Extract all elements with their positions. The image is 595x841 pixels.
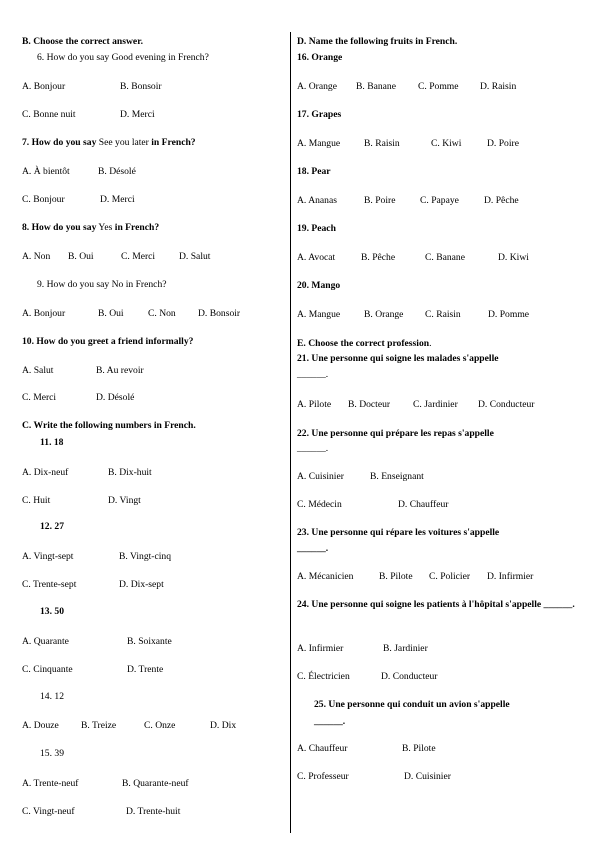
- column-divider: [290, 32, 291, 833]
- option-q11-c[interactable]: C. Huit: [22, 495, 51, 506]
- options-q14: [22, 720, 236, 732]
- option-q9-d[interactable]: D. Bonsoir: [198, 308, 241, 319]
- option-q17-b[interactable]: B. Raisin: [364, 138, 400, 149]
- options-q12-row2: [22, 579, 164, 591]
- options-q15-row2: [22, 806, 180, 818]
- options-q19: [297, 252, 529, 264]
- option-q24-b[interactable]: B. Jardinier: [383, 643, 428, 654]
- option-q23-d[interactable]: D. Infirmier: [487, 571, 534, 582]
- option-q7-d[interactable]: D. Merci: [100, 194, 135, 205]
- option-q6-b[interactable]: B. Bonsoir: [120, 81, 162, 92]
- option-q16-c[interactable]: C. Pomme: [418, 81, 459, 92]
- question-19: 19. Peach: [297, 223, 336, 234]
- option-q13-a[interactable]: A. Quarante: [22, 636, 69, 647]
- question-11: 11. 18: [40, 437, 64, 448]
- option-q21-d[interactable]: D. Conducteur: [478, 399, 535, 410]
- option-q21-b[interactable]: B. Docteur: [348, 399, 391, 410]
- options-q18: [297, 195, 519, 207]
- option-q18-a[interactable]: A. Ananas: [297, 195, 337, 206]
- options-q15-row1: [22, 778, 189, 790]
- options-q9: [22, 308, 240, 320]
- option-q10-c[interactable]: C. Merci: [22, 392, 57, 403]
- option-q9-b[interactable]: B. Oui: [98, 308, 124, 319]
- options-q7-row1: [22, 166, 136, 178]
- option-q7-c[interactable]: C. Bonjour: [22, 194, 65, 205]
- option-q15-d[interactable]: D. Trente-huit: [126, 806, 181, 817]
- question-18: 18. Pear: [297, 166, 331, 177]
- option-q25-b[interactable]: B. Pilote: [402, 743, 436, 754]
- question-8-end: in French?: [114, 222, 160, 233]
- question-25-blank[interactable]: ______.: [314, 716, 346, 727]
- options-q13-row2: [22, 664, 163, 676]
- options-q21: [297, 399, 535, 411]
- option-q19-a[interactable]: A. Avocat: [297, 252, 336, 263]
- option-q25-a[interactable]: A. Chauffeur: [297, 743, 348, 754]
- option-q24-a[interactable]: A. Infirmier: [297, 643, 344, 654]
- question-10: 10. How do you greet a friend informally?: [22, 336, 194, 347]
- option-q18-b[interactable]: B. Poire: [364, 195, 396, 206]
- question-7-phrase: See you later: [96, 137, 152, 148]
- question-23-blank[interactable]: ______.: [297, 543, 329, 554]
- question-22-blank[interactable]: ______.: [297, 443, 329, 454]
- question-7-start: 7. How do you say: [22, 137, 97, 148]
- option-q20-c[interactable]: C. Raisin: [425, 309, 461, 320]
- section-d-title: D. Name the following fruits in French.: [297, 36, 458, 47]
- options-q25-row2: [297, 771, 451, 783]
- options-q10-row1: [22, 365, 144, 377]
- option-q6-d[interactable]: D. Merci: [120, 109, 155, 120]
- option-q16-d[interactable]: D. Raisin: [480, 81, 517, 92]
- question-8-start: 8. How do you say: [22, 222, 97, 233]
- option-q14-c[interactable]: C. Onze: [144, 720, 176, 731]
- option-q12-b[interactable]: B. Vingt-cinq: [119, 551, 172, 562]
- option-q25-d[interactable]: D. Cuisinier: [404, 771, 451, 782]
- question-7-end: in French?: [151, 137, 196, 148]
- option-q13-b[interactable]: B. Soixante: [127, 636, 172, 647]
- option-q8-a[interactable]: A. Non: [22, 251, 51, 262]
- question-25: 25. Une personne qui conduit un avion s'appelle: [314, 699, 510, 710]
- option-q13-c[interactable]: C. Cinquante: [22, 664, 73, 675]
- option-q19-b[interactable]: B. Pêche: [361, 252, 396, 263]
- option-q14-d[interactable]: D. Dix: [210, 720, 237, 731]
- question-17: 17. Grapes: [297, 109, 342, 120]
- question-8: [22, 222, 159, 234]
- option-q23-a[interactable]: A. Mécanicien: [297, 571, 354, 582]
- options-q23: [297, 571, 533, 583]
- option-q6-a[interactable]: A. Bonjour: [22, 81, 66, 92]
- question-15: 15. 39: [40, 748, 64, 759]
- option-q9-a[interactable]: A. Bonjour: [22, 308, 66, 319]
- section-b-title: B. Choose the correct answer.: [22, 36, 143, 47]
- option-q24-c[interactable]: C. Électricien: [297, 671, 350, 682]
- options-q12-row1: [22, 551, 171, 563]
- option-q6-c[interactable]: C. Bonne nuit: [22, 109, 76, 120]
- options-q22-row2: [297, 499, 448, 511]
- question-12: 12. 27: [40, 521, 64, 532]
- question-24: 24. Une personne qui soigne les patients à l'hôpital s'appelle ______.: [297, 599, 575, 610]
- option-q10-d[interactable]: D. Désolé: [96, 392, 135, 403]
- option-q23-c[interactable]: C. Policier: [429, 571, 471, 582]
- question-7: [22, 137, 196, 149]
- options-q7-row2: [22, 194, 135, 206]
- option-q16-a[interactable]: A. Orange: [297, 81, 337, 92]
- option-q17-d[interactable]: D. Poire: [487, 138, 519, 149]
- options-q11-row2: [22, 495, 141, 507]
- options-q6-row1: [22, 81, 162, 93]
- option-q12-d[interactable]: D. Dix-sept: [119, 579, 164, 590]
- question-16: 16. Orange: [297, 52, 343, 63]
- question-22: 22. Une personne qui prépare les repas s'appelle: [297, 428, 494, 439]
- section-e-title-period: .: [429, 338, 432, 349]
- option-q24-d[interactable]: D. Conducteur: [381, 671, 438, 682]
- option-q20-b[interactable]: B. Orange: [364, 309, 404, 320]
- option-q17-c[interactable]: C. Kiwi: [431, 138, 462, 149]
- option-q19-c[interactable]: C. Banane: [425, 252, 465, 263]
- option-q20-d[interactable]: D. Pomme: [488, 309, 530, 320]
- question-23: 23. Une personne qui répare les voitures s'appelle: [297, 527, 500, 538]
- option-q19-d[interactable]: D. Kiwi: [498, 252, 529, 263]
- option-q14-b[interactable]: B. Treize: [81, 720, 117, 731]
- option-q20-a[interactable]: A. Mangue: [297, 309, 341, 320]
- section-e-title: [297, 338, 431, 350]
- question-21-blank[interactable]: ______.: [297, 369, 329, 380]
- options-q24-row1: [297, 643, 428, 655]
- option-q13-d[interactable]: D. Trente: [127, 664, 164, 675]
- question-9: 9. How do you say No in French?: [37, 279, 167, 290]
- options-q10-row2: [22, 392, 134, 404]
- option-q15-b[interactable]: B. Quarante-neuf: [122, 778, 189, 789]
- option-q11-d[interactable]: D. Vingt: [108, 495, 141, 506]
- options-q11-row1: [22, 467, 152, 479]
- option-q17-a[interactable]: A. Mangue: [297, 138, 341, 149]
- option-q15-a[interactable]: A. Trente-neuf: [22, 778, 79, 789]
- section-e-title-text: E. Choose the correct profession: [297, 338, 430, 349]
- option-q22-d[interactable]: D. Chauffeur: [398, 499, 449, 510]
- option-q22-a[interactable]: A. Cuisinier: [297, 471, 344, 482]
- question-20: 20. Mango: [297, 280, 341, 291]
- option-q12-a[interactable]: A. Vingt-sept: [22, 551, 74, 562]
- option-q8-d[interactable]: D. Salut: [179, 251, 211, 262]
- question-14: 14. 12: [40, 691, 64, 702]
- option-q7-a[interactable]: A. À bientôt: [22, 166, 70, 177]
- options-q22-row1: [297, 471, 424, 483]
- option-q21-a[interactable]: A. Pilote: [297, 399, 332, 410]
- question-6: 6. How do you say Good evening in French?: [37, 52, 209, 63]
- options-q24-row2: [297, 671, 438, 683]
- options-q16: [297, 81, 516, 93]
- options-q20: [297, 309, 529, 321]
- option-q23-b[interactable]: B. Pilote: [379, 571, 413, 582]
- options-q6-row2: [22, 109, 155, 121]
- option-q10-a[interactable]: A. Salut: [22, 365, 54, 376]
- option-q9-c[interactable]: C. Non: [148, 308, 176, 319]
- option-q15-c[interactable]: C. Vingt-neuf: [22, 806, 75, 817]
- option-q25-c[interactable]: C. Professeur: [297, 771, 349, 782]
- option-q14-a[interactable]: A. Douze: [22, 720, 59, 731]
- option-q21-c[interactable]: C. Jardinier: [413, 399, 458, 410]
- option-q16-b[interactable]: B. Banane: [356, 81, 396, 92]
- option-q7-b[interactable]: B. Désolé: [98, 166, 136, 177]
- options-q13-row1: [22, 636, 172, 648]
- option-q10-b[interactable]: B. Au revoir: [96, 365, 144, 376]
- question-13: 13. 50: [40, 606, 64, 617]
- option-q8-c[interactable]: C. Merci: [121, 251, 156, 262]
- option-q18-c[interactable]: C. Papaye: [420, 195, 459, 206]
- question-21: 21. Une personne qui soigne les malades s'appelle: [297, 353, 499, 364]
- options-q17: [297, 138, 519, 150]
- question-8-phrase: Yes: [96, 222, 115, 233]
- option-q11-b[interactable]: B. Dix-huit: [108, 467, 152, 478]
- option-q18-d[interactable]: D. Pêche: [484, 195, 519, 206]
- option-q22-b[interactable]: B. Enseignant: [370, 471, 424, 482]
- options-q8: [22, 251, 210, 263]
- option-q22-c[interactable]: C. Médecin: [297, 499, 342, 510]
- option-q12-c[interactable]: C. Trente-sept: [22, 579, 77, 590]
- options-q25-row1: [297, 743, 436, 755]
- section-c-title: C. Write the following numbers in French.: [22, 420, 196, 431]
- option-q8-b[interactable]: B. Oui: [68, 251, 94, 262]
- option-q11-a[interactable]: A. Dix-neuf: [22, 467, 69, 478]
